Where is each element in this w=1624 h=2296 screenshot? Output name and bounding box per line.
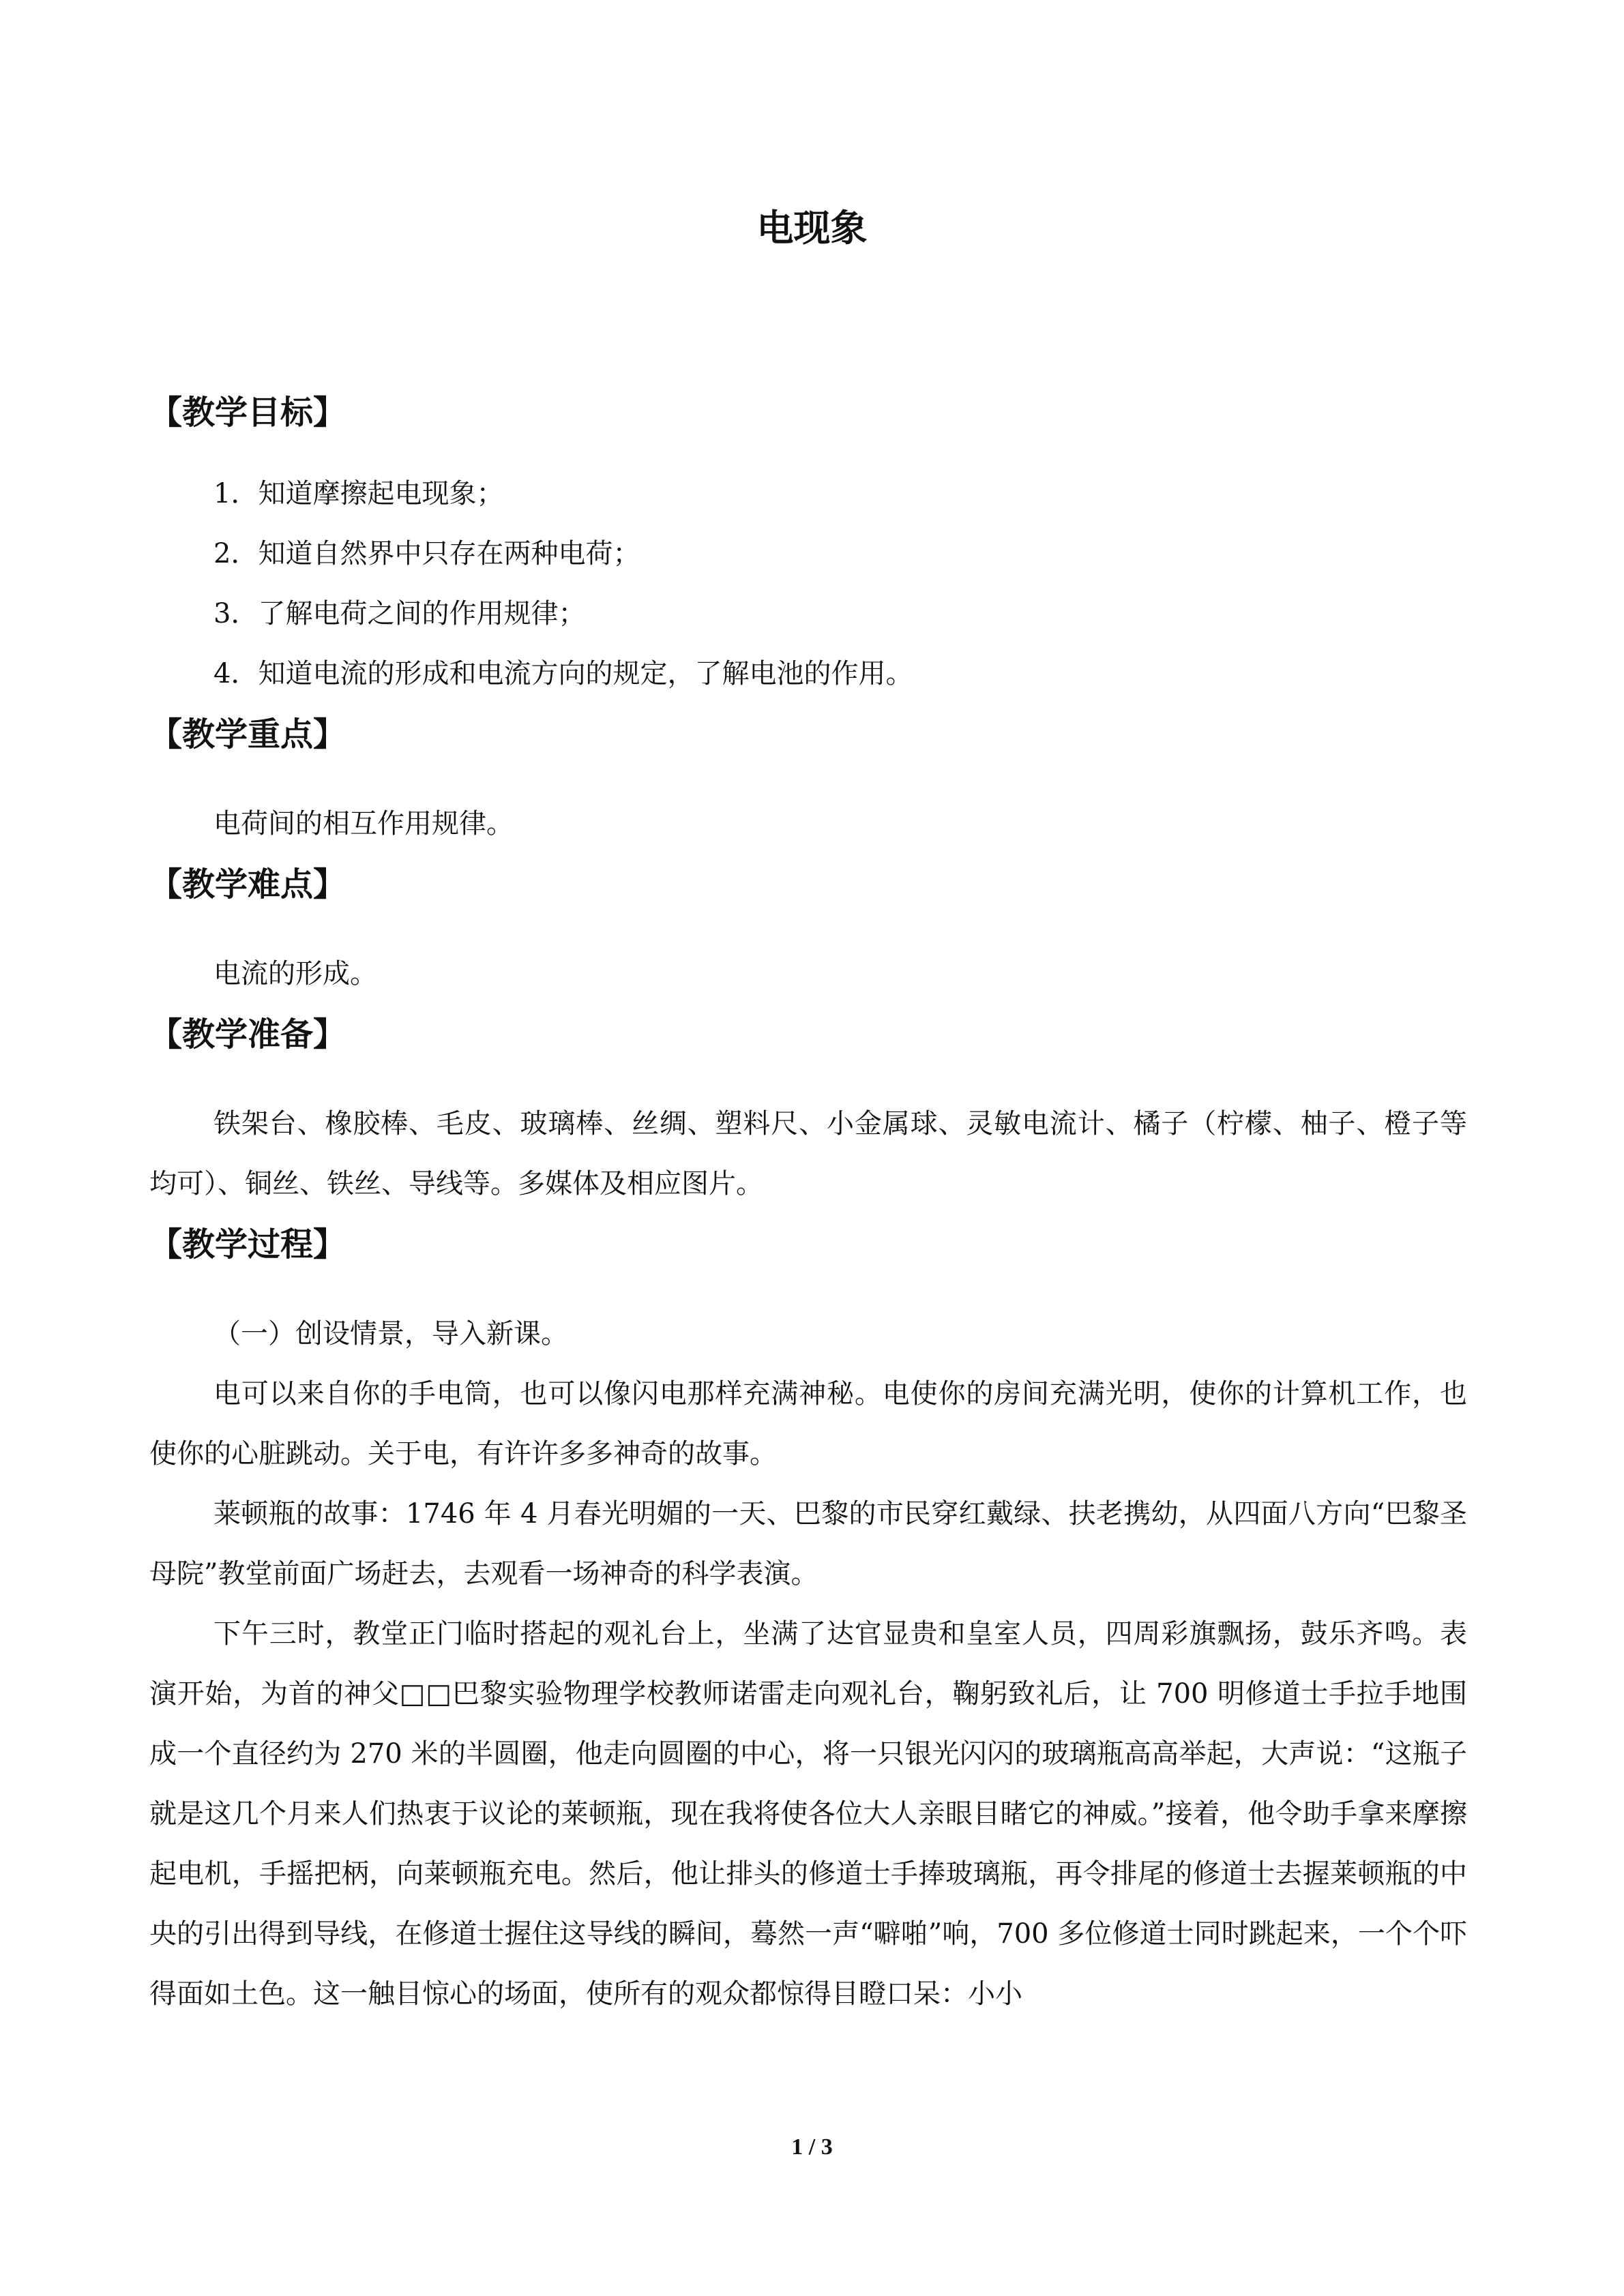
objective-item: 4．知道电流的形成和电流方向的规定，了解电池的作用。 (213, 658, 913, 689)
process-paragraph: 下午三时，教堂正门临时搭起的观礼台上，坐满了达官显贵和皇室人员，四周彩旗飘扬，鼓乐齐鸣。表演开始，为首的神父□□巴黎实验物理学校教师诺雷走向观礼台，鞠躬致礼后，让 700 明修道士手拉手地围成一个直径约为 270 米的半圆圈，他走向圆圈的中心，将一只银光闪闪的玻璃瓶高高举起，大声说：“这瓶子就是这几个月来人们热衷于议论的莱顿瓶，现在我将使各位大人亲眼目睹它的神威。”接着，他令助手拿来摩擦起电机，手摇把柄，向莱顿瓶充电。然后，他让排头的修道士手捧玻璃瓶，再令排尾的修道士去握莱顿瓶的中央的引出得到导线，在修道士握住这导线的瞬间，蓦然一声“噼啪”响，700 多位修道士同时跳起来，一个个吓得面如土色。这一触目惊心的场面，使所有的观众都惊得目瞪口呆：小小 (149, 1618, 1467, 2010)
process-paragraph: 莱顿瓶的故事：1746 年 4 月春光明媚的一天、巴黎的市民穿红戴绿、扶老携幼，从四面八方向“巴黎圣母院”教堂前面广场赶去，去观看一场神奇的科学表演。 (149, 1498, 1467, 1590)
process-paragraph: 电可以来自你的手电筒，也可以像闪电那样充满神秘。电使你的房间充满光明，使你的计算机工作，也使你的心脏跳动。关于电，有许许多多神奇的故事。 (149, 1378, 1467, 1470)
section-heading-preparation: 【教学准备】 (149, 1015, 346, 1054)
document-body (149, 382, 1467, 2024)
difficulties-text: 电流的形成。 (213, 958, 377, 989)
objective-item: 1．知道摩擦起电现象； (213, 478, 504, 509)
process-subheading: （一）创设情景，导入新课。 (213, 1318, 568, 1350)
section-heading-difficulties: 【教学难点】 (149, 865, 346, 904)
preparation-text: 铁架台、橡胶棒、毛皮、玻璃棒、丝绸、塑料尺、小金属球、灵敏电流计、橘子（柠檬、柚子、橙子等均可）、铜丝、铁丝、导线等。多媒体及相应图片。 (149, 1108, 1467, 1199)
page-title: 电现象 (756, 207, 868, 250)
objective-item: 2．知道自然界中只存在两种电荷； (213, 538, 640, 569)
key-points-text: 电荷间的相互作用规律。 (213, 808, 514, 839)
section-heading-objectives: 【教学目标】 (149, 393, 346, 432)
section-heading-key-points: 【教学重点】 (149, 715, 346, 754)
page-number: 1 / 3 (791, 2134, 833, 2160)
objective-item: 3．了解电荷之间的作用规律； (213, 598, 586, 629)
section-heading-process: 【教学过程】 (149, 1225, 346, 1264)
